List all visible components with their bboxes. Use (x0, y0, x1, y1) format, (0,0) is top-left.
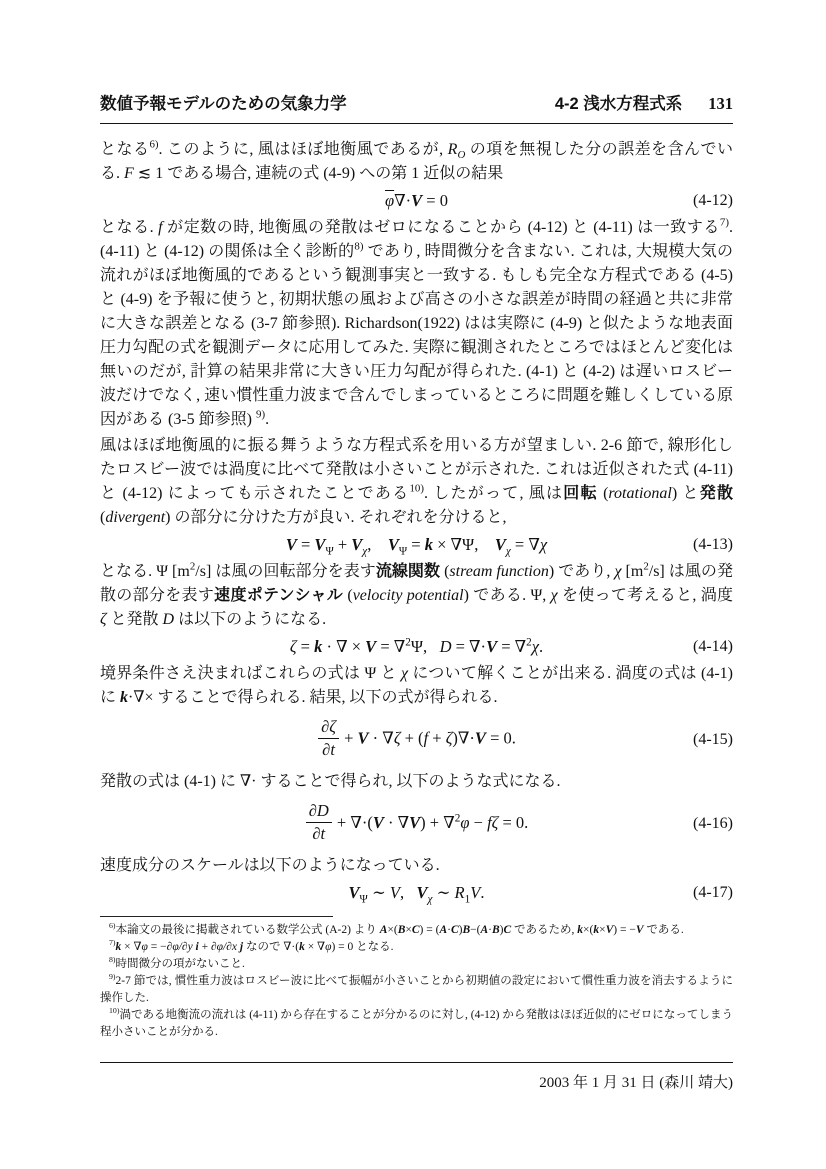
equation-4-16-number: (4-16) (693, 815, 733, 832)
fraction-denominator: ∂t (322, 739, 335, 759)
footnote-9-text: 2-7 節では, 慣性重力波はロスビー波に比べて振幅が小さいことから初期値の設定において慣性重力波を消去するように操作した. (100, 975, 733, 1004)
equation-4-17 (100, 881, 733, 905)
equation-4-12-body: $\overline{\varphi}\nabla\cdot V = 0$ (385, 191, 448, 210)
footnote-6-marker: 6) (109, 921, 116, 931)
footnote-10-marker: 10) (109, 1006, 120, 1016)
footnote-8-text: 時間微分の項がないこと. (115, 958, 245, 970)
equation-4-17-number: (4-17) (693, 884, 733, 901)
body-text (100, 138, 733, 908)
fraction-denominator: ∂t (312, 823, 326, 843)
equation-4-12-number: (4-12) (693, 192, 733, 209)
page-number: 131 (708, 94, 733, 113)
equation-4-16 (100, 797, 733, 851)
paragraph-2: となる. f が定数の時, 地衡風の発散はゼロになることから (4-12) と (4-11) は一致する$^{7)}$. (4-11) と (4-12) の関係は全く診断的$^{8)}$ であり, 時間微分を含まない. これは, 大規模大気の流れがほぼ地衡風的であるという観測事実と一致する. もしも完全な方程式である (4-5) と (4-9) を予報に使うと, 初期状態の風および高さの小さな誤差が時間の経過と共に非常に大きな誤差となる (3-7 節参照). Richardson(1922) はは実際に (4-9) と似たような地表面圧力勾配の式を観測データに応用してみた. 実際に観測されたところではほとんど変化は無いのだが, 計算の結果非常に大きい圧力勾配が得られた. (4-1) と (4-2) は遅いロスビー波だけでなく, 速い慣性重力波まで含んでしまっているところに問題を難しくしている原因がある (3-5 節参照) $^{9)}$. (100, 216, 733, 428)
header-right (555, 90, 733, 114)
paragraph-3: 風はほぼ地衡風的に振る舞うような方程式系を用いる方が望ましい. 2-6 節で, 線形化したロスビー波では渦度に比べて発散は小さいことが示された. これは近似された式 (4-11) と (4-12) によっても示されたことである$^{10)}$. したがって, 風は回転 (rotational) と発散 (divergent) の部分に分けた方が良い. それぞれを分けると, (100, 437, 733, 526)
footnote-10 (100, 1007, 733, 1041)
equation-4-15-number: (4-15) (693, 731, 733, 748)
equation-4-16-body (305, 801, 529, 844)
fraction-numerator: ∂ζ (318, 718, 339, 738)
equation-4-13-number: (4-13) (693, 536, 733, 553)
fraction (306, 802, 332, 842)
footnote-separator (100, 916, 333, 917)
paragraph-5: 境界条件さえ決まればこれらの式は Ψ と χ について解くことが出来る. 渦度の式は (4-1) に k·∇× することで得られる. 結果, 以下の式が得られる. (100, 665, 733, 706)
equation-4-17-body: $V_\Psi$ ∼ V, $V_\chi$ ∼ $R_1V$. (348, 883, 485, 906)
footer-date: 2003 年 1 月 31 日 (森川 靖大) (539, 1075, 733, 1091)
footnote-7-text: k × ∇φ = −∂φ/∂y i + ∂φ/∂x j なので ∇·(k × ∇φ) = 0 となる. (115, 941, 394, 953)
fraction (318, 718, 339, 758)
footnote-10-text: 渦である地衡流の流れは (4-11) から存在することが分かるのに対し, (4-12) から発散はほぼ近似的にゼロになってしまう程小さいことが分かる. (100, 1009, 733, 1038)
equation-4-15-body (317, 717, 516, 760)
footnotes-section (100, 916, 733, 1041)
equation-4-15 (100, 713, 733, 767)
footnote-6-text: 本論文の最後に掲載されている数学公式 (A-2) より A×(B×C) = (A·C)B−(A·B)C であるため, k×(k×V) = −V である. (115, 924, 684, 936)
footnote-7-marker: 7) (109, 938, 116, 948)
section-title: 4-2 浅水方程式系 (554, 95, 683, 113)
equation-4-13-body: $V = V_\Psi + V_\chi$, $V_\Psi = k \times \nabla\Psi$, $V_\chi = \nabla\chi$ (285, 535, 548, 558)
equation-4-12 (100, 189, 733, 213)
footnote-8 (100, 956, 733, 973)
equation-4-15-rest: + V · ∇ζ + (f + ζ)∇·V = 0. (339, 728, 516, 748)
page-header (100, 90, 733, 124)
fraction-numerator: ∂D (306, 802, 332, 822)
equation-4-14 (100, 635, 733, 659)
footnote-8-marker: 8) (109, 955, 116, 965)
equation-4-13 (100, 533, 733, 557)
page-footer (100, 1062, 733, 1092)
paragraph-1: となる$^{6)}$. このように, 風はほぼ地衡風であるが, $R_O$ の項を無視した分の誤差を含んでいる. F ≲ 1 である場合, 連続の式 (4-9) への第 1 近似の結果 (100, 138, 733, 182)
paragraph-4: となる. Ψ $[m^2/s]$ は風の回転部分を表す流線関数 (stream function) であり, χ $[m^2/s]$ は風の発散の部分を表す速度ポテンシャル (velocity potential) である. Ψ, χ を使って考えると, 渦度 ζ と発散 D は以下のようになる. (100, 560, 734, 628)
equation-4-14-body: ζ = k · ∇ × V = ∇$^2$Ψ, D = ∇·V = ∇$^2$χ. (289, 636, 544, 656)
footnote-9 (100, 973, 733, 1007)
paragraph-6: 発散の式は (4-1) に ∇· することで得られ, 以下のような式になる. (100, 773, 561, 790)
equation-4-14-number: (4-14) (693, 638, 733, 655)
footnote-6 (100, 922, 733, 939)
paragraph-7: 速度成分のスケールは以下のようになっている. (100, 857, 440, 874)
equation-4-16-rest: + ∇·(V · ∇V) + ∇$^2$φ − fζ = 0. (332, 812, 529, 832)
footnote-7 (100, 939, 733, 956)
running-title: 数値予報モデルのための気象力学 (100, 95, 347, 113)
footnote-9-marker: 9) (109, 972, 116, 982)
